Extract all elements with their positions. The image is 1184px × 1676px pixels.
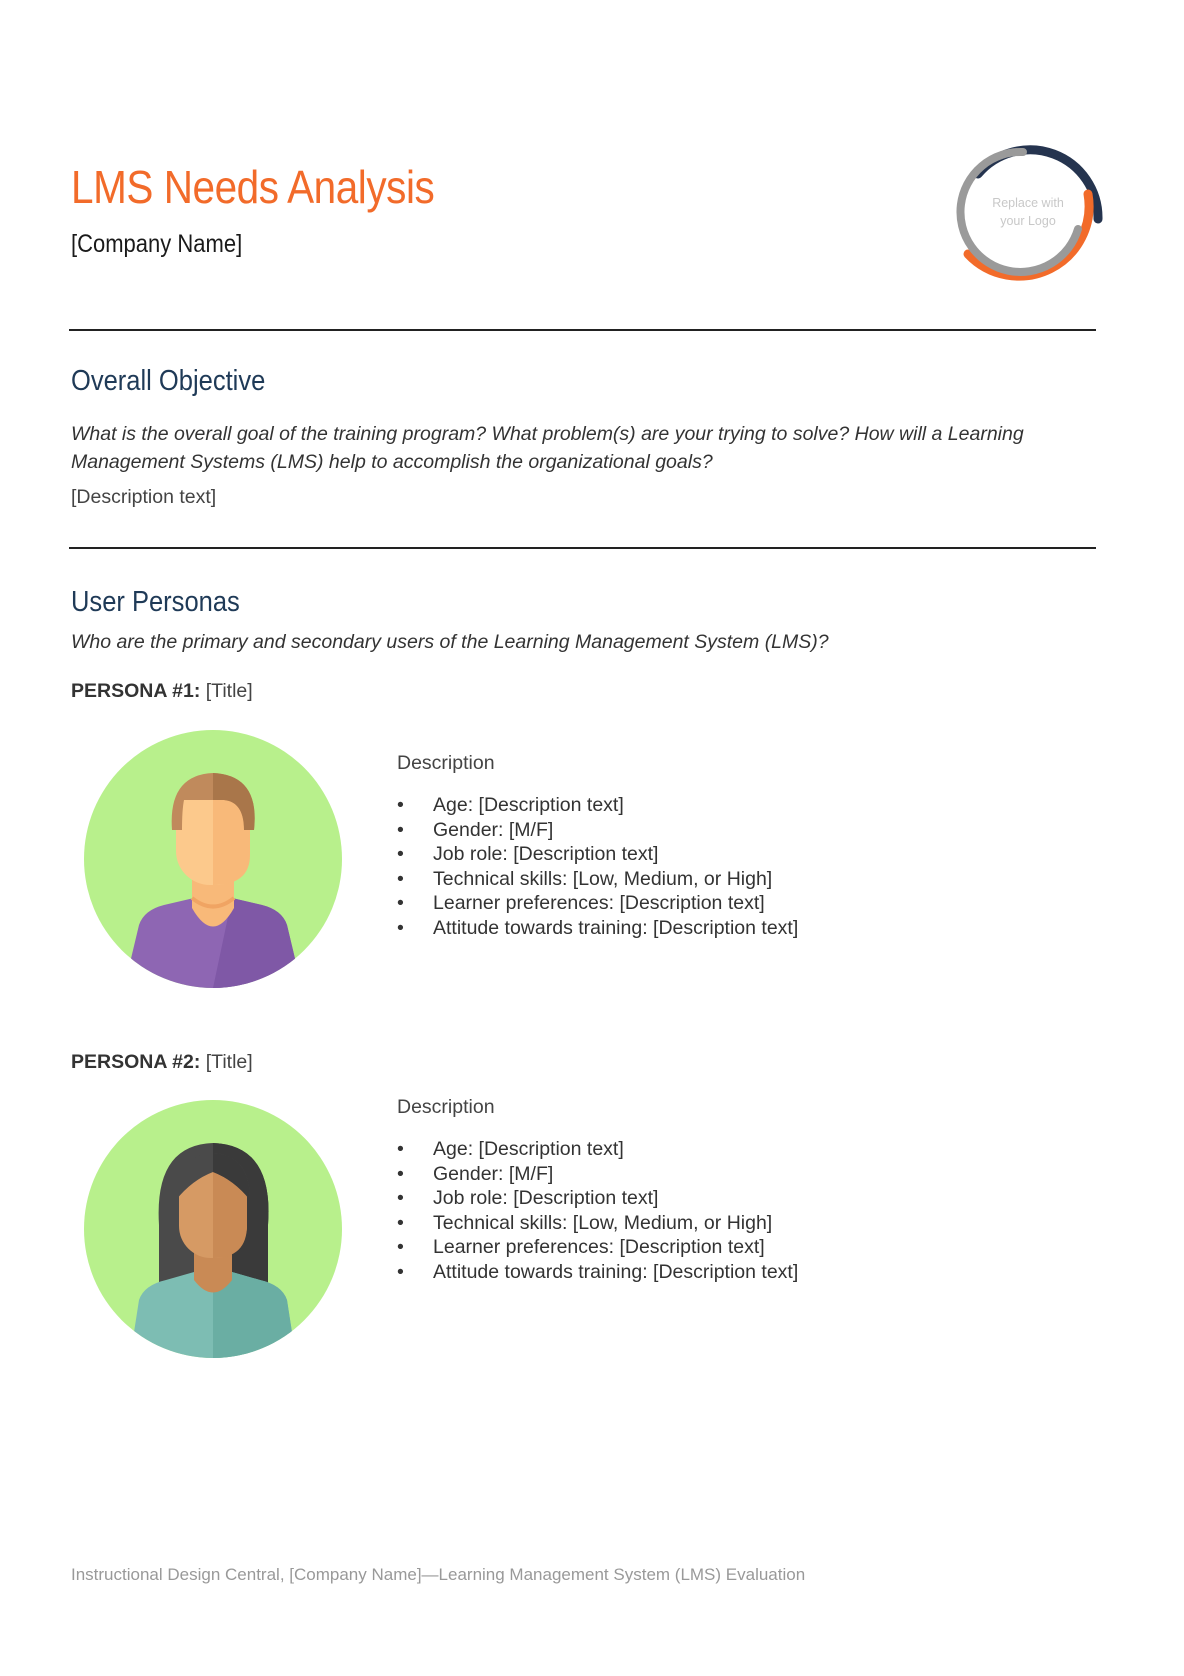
logo-placeholder — [948, 134, 1110, 296]
persona-2-description-heading: Description — [397, 1096, 495, 1118]
persona-1-title: [Title] — [205, 680, 253, 702]
logo-gray-arc — [960, 152, 1078, 272]
logo-text-line2: your Logo — [1000, 214, 1056, 228]
header-divider — [69, 329, 1096, 331]
list-item: • Age: [Description text] — [397, 1137, 798, 1162]
list-item: • Job role: [Description text] — [397, 1186, 798, 1211]
list-item: • Gender: [M/F] — [397, 1162, 798, 1187]
user-personas-question: Who are the primary and secondary users of the Learning Management System (LMS)? — [71, 631, 829, 653]
persona-2-title: [Title] — [205, 1051, 253, 1073]
logo-text-line1: Replace with — [992, 196, 1064, 210]
male-avatar-icon — [84, 730, 342, 988]
overall-objective-description: [Description text] — [71, 486, 217, 508]
question-line-1: What is the overall goal of the training program? What problem(s) are your trying to solve? How will a Learning — [71, 423, 1024, 445]
question-line-2: Management Systems (LMS) help to accomplish the organizational goals? — [71, 451, 713, 473]
persona-2-label — [71, 1051, 253, 1074]
persona-1-label — [71, 680, 253, 703]
list-item: • Attitude towards training: [Description text] — [397, 916, 798, 941]
list-item: • Attitude towards training: [Description text] — [397, 1260, 798, 1285]
document-title: LMS Needs Analysis — [71, 161, 435, 213]
list-item: • Learner preferences: [Description text] — [397, 891, 798, 916]
page-footer: Instructional Design Central, [Company Name]—Learning Management System (LMS) Evaluation — [71, 1565, 806, 1584]
list-item: • Technical skills: [Low, Medium, or High] — [397, 1211, 798, 1236]
list-item: • Age: [Description text] — [397, 793, 798, 818]
overall-objective-heading: Overall Objective — [71, 365, 266, 397]
list-item: • Learner preferences: [Description text] — [397, 1235, 798, 1260]
list-item: • Gender: [M/F] — [397, 818, 798, 843]
persona-1-details — [397, 793, 798, 940]
company-name: [Company Name] — [71, 230, 243, 258]
section-divider — [69, 547, 1096, 549]
persona-1-description-heading: Description — [397, 752, 495, 774]
persona-1-number: PERSONA #1: — [71, 680, 201, 702]
overall-objective-question — [71, 420, 1024, 476]
persona-2-number: PERSONA #2: — [71, 1051, 201, 1073]
list-item: • Job role: [Description text] — [397, 842, 798, 867]
persona-2-details — [397, 1137, 798, 1284]
list-item: • Technical skills: [Low, Medium, or High] — [397, 867, 798, 892]
female-avatar-icon — [84, 1100, 342, 1358]
user-personas-heading: User Personas — [71, 586, 240, 618]
